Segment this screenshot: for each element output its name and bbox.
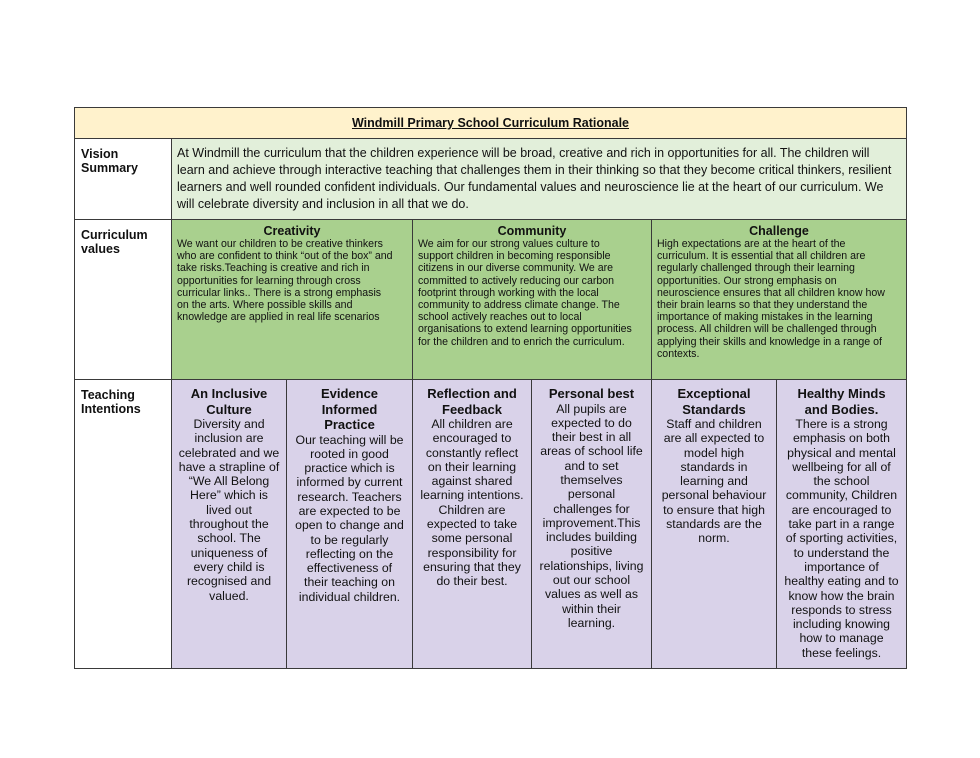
value-community bbox=[413, 220, 652, 380]
intention-heading: Healthy Minds and Bodies. bbox=[797, 386, 886, 417]
value-heading: Community bbox=[497, 224, 567, 238]
intention-description: All children are encouraged to constantly reflect on their learning against shared learning intentions. Children are expected to take some personal responsibility for ensuring that they do their best. bbox=[420, 417, 524, 589]
vision-summary-label-text: Vision Summary bbox=[81, 147, 138, 175]
value-creativity bbox=[172, 220, 413, 380]
value-description: We want our children to be creative thinkers who are confident to think “out of the box” and take risks.Teaching is creative and rich in opportunities for learning through cross curricular links.. There is a strong emphasis on the arts. Where possible skills and knowledge are applied in real life scenarios bbox=[177, 238, 393, 324]
value-description: High expectations are at the heart of the curriculum. It is essential that all children are regularly challenged through their learning opportunities. Our strong emphasis on neuroscience ensures that all children know how their brain learns so that they understand the importance of making mistakes in the learning process. All children will be challenged through applying their skills and knowledge in a range of contexts. bbox=[657, 238, 885, 360]
intention-heading: Personal best bbox=[548, 386, 635, 401]
document-title: Windmill Primary School Curriculum Rationale bbox=[75, 108, 907, 139]
intention-description: Staff and children are all expected to model high standards in learning and personal behaviour to ensure that high standards are the norm. bbox=[661, 417, 767, 546]
intention-description: All pupils are expected to do their best in all areas of school life and to set themselves personal challenges for improvement.This includes building positive relationships, living out our school values as well as within their learning. bbox=[539, 401, 644, 630]
intention-heading: Exceptional Standards bbox=[677, 386, 751, 417]
intention-description: There is a strong emphasis on both physical and mental wellbeing for all of the school community, Children are encouraged to take part in a range of sporting activities, to understand the importance of healthy eating and to know how the brain responds to stress including knowing how to manage these feelings. bbox=[784, 417, 899, 660]
teaching-intentions-label-text: Teaching Intentions bbox=[81, 388, 141, 416]
intention-reflection-feedback bbox=[413, 380, 532, 669]
teaching-intentions-row bbox=[75, 380, 907, 669]
intention-personal-best bbox=[532, 380, 652, 669]
vision-summary-text: At Windmill the curriculum that the children experience will be broad, creative and rich in opportunities for all. The children will learn and achieve through interactive teaching that challenges them in their thinking so that they become critical thinkers, resilient learners and well rounded confident individuals. Our fundamental values and neuroscience lie at the heart of our curriculum. We will celebrate diversity and inclusion in all that we do. bbox=[172, 139, 907, 220]
intention-heading: Evidence Informed Practice bbox=[320, 386, 379, 432]
curriculum-values-row bbox=[75, 220, 907, 380]
intention-heading: Reflection and Feedback bbox=[427, 386, 517, 417]
intention-description: Diversity and inclusion are celebrated and we have a strapline of “We All Belong Here” which is lived out throughout the school. The uniqueness of every child is recognised and valued. bbox=[178, 417, 280, 603]
value-heading: Creativity bbox=[263, 224, 321, 238]
intention-heading: An Inclusive Culture bbox=[190, 386, 268, 417]
vision-row bbox=[75, 139, 907, 220]
intention-description: Our teaching will be rooted in good practice which is informed by current research. Teachers are expected to be open to change and to be regularly reflecting on the effectiveness of their teaching on individual children. bbox=[295, 432, 404, 604]
intention-inclusive-culture bbox=[172, 380, 287, 669]
teaching-intentions-label bbox=[75, 380, 172, 669]
value-description: We aim for our strong values culture to support children in becoming responsible citizens in our diverse community. We are committed to actively reducing our carbon footprint through working with the local community to address climate change. The school actively reaches out to local organisations to extend learning opportunities for the children and to enrich the curriculum. bbox=[418, 238, 632, 348]
vision-summary-label bbox=[75, 139, 172, 220]
curriculum-values-label bbox=[75, 220, 172, 380]
intention-healthy-minds-bodies bbox=[777, 380, 907, 669]
value-heading: Challenge bbox=[749, 224, 809, 238]
intention-evidence-informed-practice bbox=[287, 380, 413, 669]
intention-exceptional-standards bbox=[652, 380, 777, 669]
curriculum-rationale-table bbox=[74, 107, 907, 669]
title-row bbox=[75, 108, 907, 139]
curriculum-values-label-text: Curriculum values bbox=[81, 228, 148, 256]
value-challenge bbox=[652, 220, 907, 380]
